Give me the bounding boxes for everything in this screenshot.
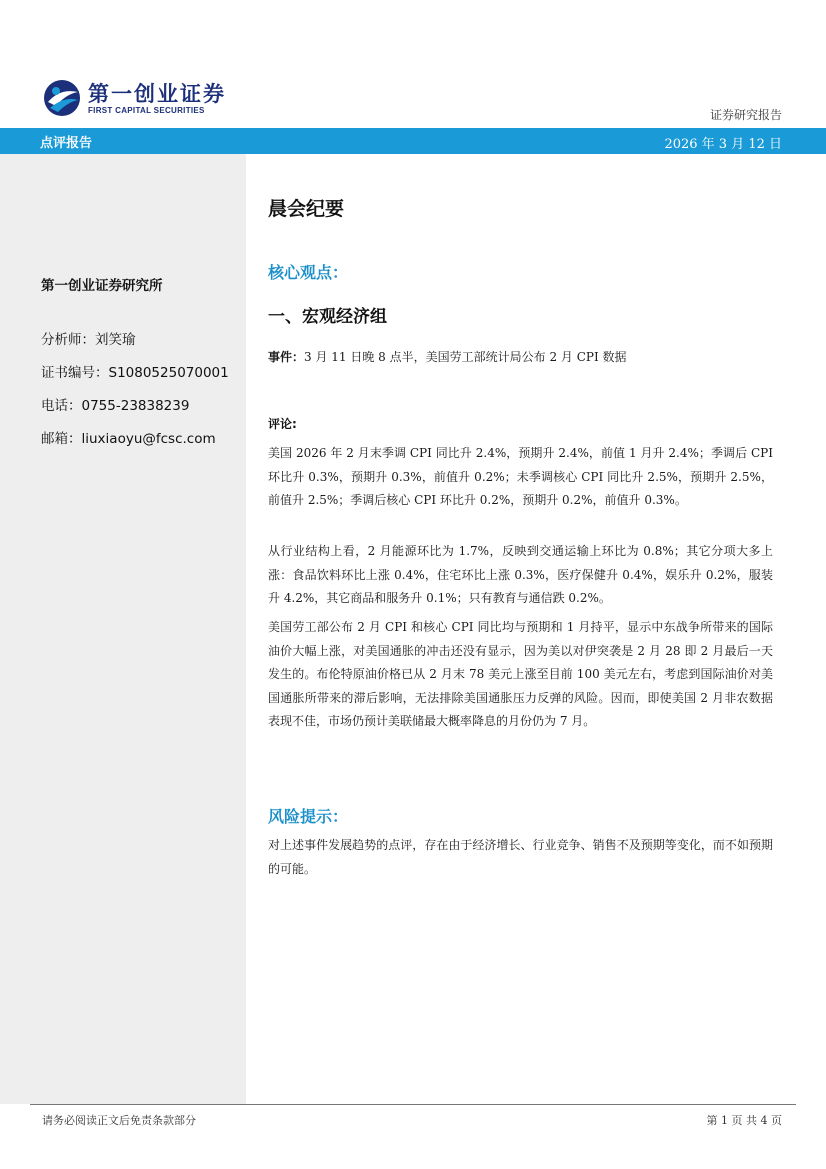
- logo-english-name: FIRST CAPITAL SECURITIES: [88, 106, 205, 115]
- risk-heading: 风险提示：: [268, 807, 349, 826]
- report-date: 2026 年 3 月 12 日: [664, 137, 782, 152]
- logo-chinese-name: 第一创业证券: [88, 82, 226, 106]
- institute-name: 第一创业证券研究所: [41, 278, 163, 294]
- page-title: 晨会纪要: [268, 198, 345, 220]
- footer-divider: [30, 1104, 796, 1105]
- report-type: 点评报告: [40, 136, 93, 151]
- certificate-number: 证书编号：S1080525070001: [41, 365, 229, 381]
- event-text: 3 月 11 日晚 8 点半，美国劳工部统计局公布 2 月 CPI 数据: [304, 350, 627, 364]
- footer-disclaimer: 请务必阅读正文后免责条款部分: [42, 1114, 196, 1127]
- sidebar: [0, 154, 246, 1104]
- email-address[interactable]: 邮箱：liuxiaoyu@fcsc.com: [41, 431, 216, 447]
- analyst-name: 分析师：刘笑瑜: [41, 332, 136, 348]
- risk-text: 对上述事件发展趋势的点评，存在由于经济增长、行业竞争、销售不及预期等变化，而不如预期的可能。: [268, 838, 773, 876]
- company-logo: [42, 76, 242, 120]
- macro-section-heading: 一、宏观经济组: [268, 307, 387, 327]
- paragraph-industry-structure: 从行业结构上看，2 月能源环比为 1.7%，反映到交通运输上环比为 0.8%；其它分项大多上涨：食品饮料环比上涨 0.4%，住宅环比上涨 0.3%，医疗保健升 0.4%，娱乐升 0.2%，服装升 4.2%，其它商品和服务升 0.1%；只有教育与通信跌 0.2%。: [268, 544, 773, 605]
- event-line: [268, 348, 627, 365]
- page-number: 第 1 页 共 4 页: [706, 1114, 782, 1127]
- paragraph-analysis: 美国劳工部公布 2 月 CPI 和核心 CPI 同比均与预期和 1 月持平，显示中东战争所带来的国际油价大幅上涨，对美国通胀的冲击还没有显示，因为美以对伊突袭是 2 月 28 即 2 月最后一天发生的。布伦特原油价格已从 2 月末 78 美元上涨至目前 100 美元左右，考虑到国际油价对美国通胀所带来的滞后影响，无法排除美国通胀压力反弹的风险。因而，即使美国 2 月非农数据表现不佳，市场仍预计美联储最大概率降息的月份仍为 7 月。: [268, 620, 773, 728]
- comment-label: 评论:: [268, 417, 297, 431]
- phone-number: 电话：0755-23838239: [41, 398, 190, 414]
- core-view-heading: 核心观点：: [268, 263, 349, 282]
- paragraph-cpi-data: 美国 2026 年 2 月末季调 CPI 同比升 2.4%，预期升 2.4%，前值 1 月升 2.4%；季调后 CPI 环比升 0.3%，预期升 0.3%，前值升 0.2%；未季调核心 CPI 同比升 2.5%，预期升 2.5%，前值升 2.5%；季调后核心 CPI 环比升 0.2%，预期升 0.2%，前值升 0.3%。: [268, 446, 773, 507]
- document-type: 证券研究报告: [709, 108, 782, 122]
- header-bar: [0, 128, 826, 154]
- logo-globe-icon: [42, 78, 82, 118]
- event-label: 事件：: [268, 350, 305, 364]
